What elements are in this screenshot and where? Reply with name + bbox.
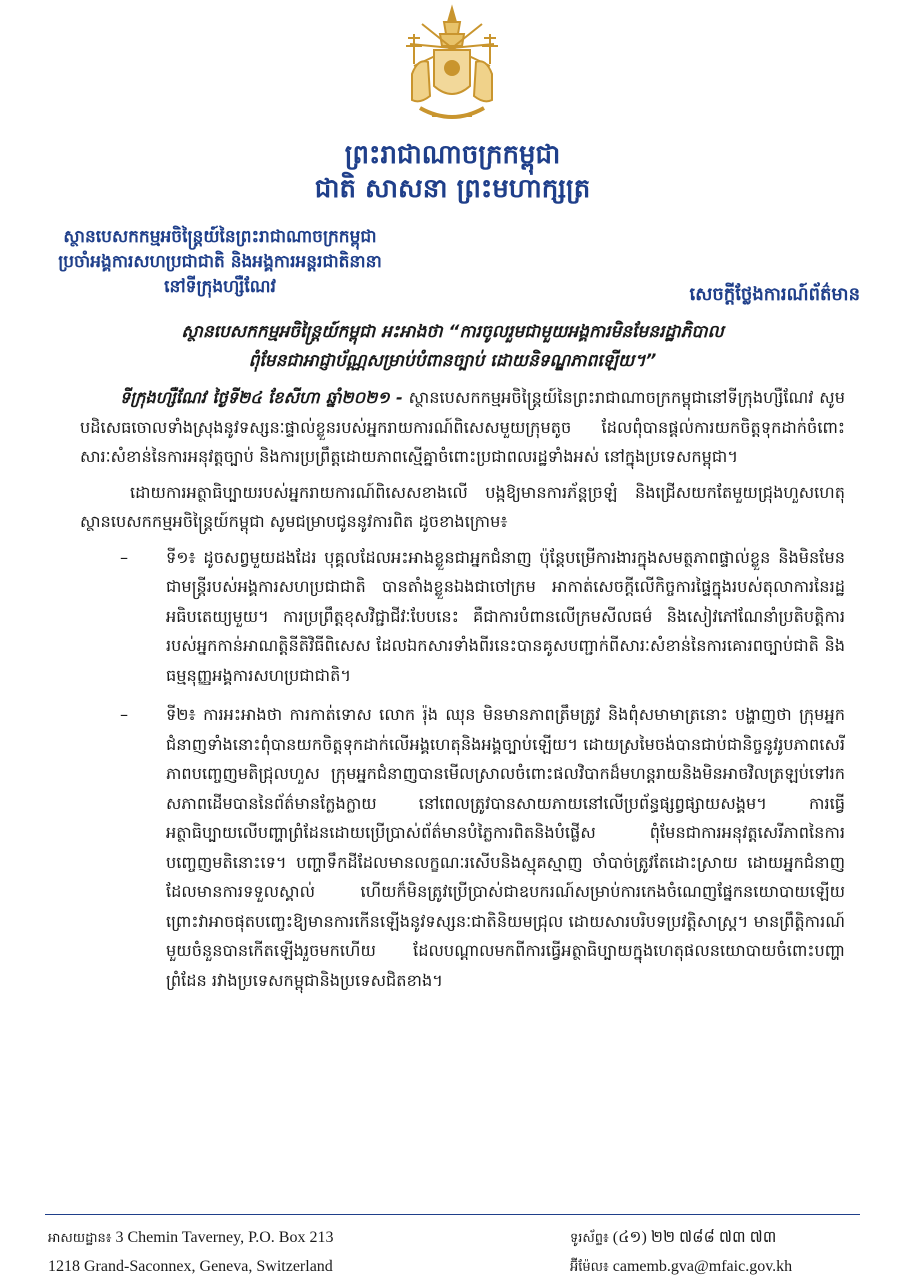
paragraph-2: ដោយការអត្ថាធិប្បាយរបស់អ្នករាយការណ៍ពិសេសខាងលើ បង្កឱ្យមានការភ័ន្តច្រឡំ និងជ្រើសយកតែមួយជ្រុងហួសហេតុ ស្ថានបេសកកម្មអចិន្ត្រៃយ៍កម្ពុជា សូមជម្រាបជូននូវការពិត ដូចខាងក្រោម៖ (80, 482, 845, 531)
footer-divider (45, 1214, 860, 1215)
email-label: អ៊ីម៉ែល៖ (570, 1260, 609, 1275)
address-line-2: 1218 Grand-Saconnex, Geneva, Switzerland (48, 1258, 333, 1275)
email-line (570, 1253, 860, 1282)
footer-address (48, 1224, 333, 1281)
headline-line-2: ពុំមែនជាអាជ្ញាប័ណ្ណសម្រាប់បំពានច្បាប់ ដោយនិទណ្ឌភាពឡើយ។” (248, 351, 657, 371)
address-label: អាសយដ្ឋាន៖ (48, 1231, 112, 1246)
phone-line (570, 1224, 860, 1253)
paragraph-1 (80, 383, 845, 472)
phone-value: (៤១) ២២ ៧៨៨ ៧៣ ៧៣ (608, 1229, 777, 1246)
mission-line-1: ស្ថានបេសកកម្មអចិន្ត្រៃយ៍នៃព្រះរាជាណាចក្រកម្ពុជា (63, 227, 377, 247)
press-release-label: សេចក្តីថ្លែងការណ៍ព័ត៌មាន (689, 284, 860, 305)
mission-line-2: ប្រចាំអង្គការសហប្រជាជាតិ និងអង្គការអន្តរជាតិនានា (58, 252, 382, 272)
list-item (114, 543, 845, 691)
bullet-dash: – (120, 705, 129, 724)
kingdom-line-2: ជាតិ សាសនា ព្រះមហាក្សត្រ (314, 174, 591, 204)
mission-name-block (20, 225, 420, 300)
paragraph-1-text: ស្ថានបេសកកម្មអចិន្ត្រៃយ៍នៃព្រះរាជាណាចក្រកម្ពុជានៅទីក្រុងហ្សឺណែវ សូមបដិសេធចោលទាំងស្រុងនូវទស្សនៈផ្ទាល់ខ្លួនរបស់អ្នករាយការណ៍ពិសេសមួយក្រុមតូច ដែលពុំបានផ្តល់ការយកចិត្តទុកដាក់ចំពោះសារៈសំខាន់នៃការអនុវត្តច្បាប់ និងការប្រព្រឹត្តដោយភាពស្មើគ្នាចំពោះប្រជាពលរដ្ឋទាំងអស់ នៅក្នុងប្រទេសកម្ពុជា។ (80, 388, 845, 466)
mission-line-3: នៅទីក្រុងហ្សឺណែវ (164, 277, 276, 297)
kingdom-line-1: ព្រះរាជាណាចក្រកម្ពុជា (344, 140, 561, 170)
kingdom-heading (0, 138, 905, 206)
bullet-dash: – (120, 547, 129, 567)
list-item (114, 700, 845, 995)
address-street: 3 Chemin Taverney, P.O. Box 213 (111, 1229, 334, 1246)
email-value[interactable]: camemb.gva@mfaic.gov.kh (608, 1258, 793, 1275)
bullet-1-text: ទី១៖ ដូចសព្វមួយដងដែរ បុគ្គលដែលអះអាងខ្លួនជាអ្នកជំនាញ ប៉ុន្តែបម្រើការងារក្នុងសមត្ថភាពផ្ទាល់ខ្លួន និងមិនមែនជាមន្ត្រីរបស់អង្គការសហប្រជាជាតិ បានតាំងខ្លួនឯងជាចៅក្រម អាកាត់សេចក្តីលើកិច្ចការផ្ទៃក្នុងរបស់តុលាការនៃរដ្ឋអធិបតេយ្យមួយ។ ការប្រព្រឹត្តខុសវិជ្ជាជីវៈបែបនេះ គឺជាការបំពានលើក្រមសីលធម៌ និងសៀវភៅណែនាំប្រតិបត្តិការរបស់អ្នកកាន់អាណត្តិនីតិវិធីពិសេស ដែលឯកសារទាំងពីរនេះបានគូសបញ្ជាក់ពីសារៈសំខាន់នៃការគោរពច្បាប់ជាតិ និងធម្មនុញ្ញអង្គការសហប្រជាជាតិ។ (166, 547, 845, 685)
statement-body (80, 383, 845, 1005)
headline-line-1: ស្ថានបេសកកម្មអចិន្ត្រៃយ៍កម្ពុជា អះអាងថា “ការចូលរួមជាមួយអង្គការមិនមែនរដ្ឋាភិបាល (181, 322, 724, 342)
headline (40, 318, 865, 376)
address-line-1 (48, 1224, 333, 1253)
dateline: ទីក្រុងហ្សឺណែវ ថ្ងៃទី២៤ ខែសីហា ឆ្នាំ២០២១ - (120, 388, 403, 407)
royal-coat-of-arms-icon (392, 4, 512, 134)
bullet-2-text: ទី២៖ ការអះអាងថា ការកាត់ទោស លោក រ៉ុង ឈុន មិនមានភាពត្រឹមត្រូវ និងពុំសមាមាត្រនោះ បង្ហាញថា ក្រុមអ្នកជំនាញទាំងនោះពុំបានយកចិត្តទុកដាក់លើអង្គហេតុនិងអង្គច្បាប់ឡើយ។ ដោយស្រមៃចង់បានជាប់ជានិច្ចនូវរូបភាពសេរីភាពបញ្ចេញមតិជ្រុលហួស ក្រុមអ្នកជំនាញបានមើលស្រាលចំពោះផលវិបាកដ៏មហន្តរាយនិងមិនអាចវិលត្រឡប់ទៅរកសភាពដើមបាននៃព័ត៌មានក្លែងក្លាយ នៅពេលត្រូវបានសាយភាយនៅលើប្រព័ន្ធផ្សព្វផ្សាយសង្គម។ ការធ្វើអត្ថាធិប្បាយលើបញ្ហាព្រំដែនដោយប្រើប្រាស់ព័ត៌មានបំភ្លៃការពិតនិងបំផ្លើស ពុំមែនជាការអនុវត្តសេរីភាពនៃការបញ្ចេញមតិនោះទេ។ បញ្ហាទឹកដីដែលមានលក្ខណៈរសើបនិងស្មុគស្មាញ ចាំបាច់ត្រូវតែដោះស្រាយ ដោយអ្នកជំនាញដែលមានការទទួលស្គាល់ ហើយក៏មិនត្រូវប្រើប្រាស់ជាឧបករណ៍សម្រាប់ការកេងចំណេញផ្នែកនយោបាយឡើយ ព្រោះវាអាចផុតបញ្ចេះឱ្យមានការកើនឡើងនូវទស្សនៈជាតិនិយមជ្រុល ដោយសារបរិបទប្រវត្តិសាស្ត្រ។ មានព្រឹត្តិការណ៍មួយចំនួនបានកើតឡើងរួចមកហើយ ដែលបណ្តាលមកពីការធ្វើអត្ថាធិប្បាយក្នុងហេតុផលនយោបាយចំពោះបញ្ហាព្រំដែន រវាងប្រទេសកម្ពុជានិងប្រទេសជិតខាង។ (166, 705, 845, 990)
footer-contact (570, 1224, 860, 1282)
phone-label: ទូរស័ព្ទ៖ (570, 1231, 609, 1246)
